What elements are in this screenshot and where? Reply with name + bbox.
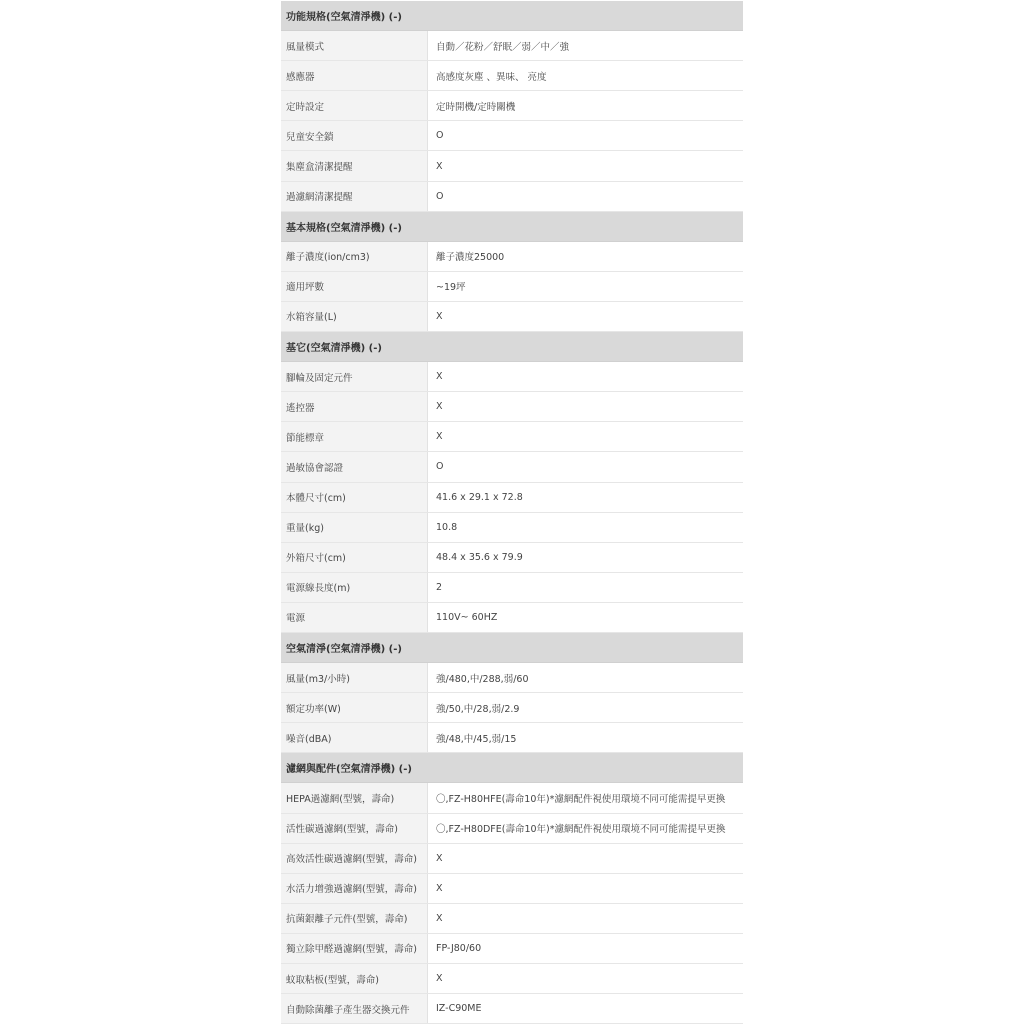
spec-row (281, 844, 743, 874)
spec-label: 抗菌銀離子元件(型號，壽命) (281, 904, 428, 933)
spec-value: X (428, 302, 743, 331)
spec-value: 48.4 x 35.6 x 79.9 (428, 543, 743, 572)
spec-row (281, 242, 743, 272)
spec-row (281, 783, 743, 813)
section-header[interactable] (281, 633, 743, 663)
spec-row (281, 814, 743, 844)
spec-row (281, 483, 743, 513)
spec-value: X (428, 422, 743, 451)
section-title: 濾網與配件(空氣清淨機) (-) (286, 764, 412, 776)
spec-value: 2 (428, 573, 743, 602)
spec-label: 高效活性碳過濾網(型號，壽命) (281, 844, 428, 873)
spec-value: X (428, 904, 743, 933)
spec-label: 外箱尺寸(cm) (281, 543, 428, 572)
spec-label: 水活力增強過濾網(型號，壽命) (281, 874, 428, 903)
spec-label: 風量模式 (281, 31, 428, 60)
spec-label: 活性碳過濾網(型號，壽命) (281, 814, 428, 843)
spec-value: X (428, 362, 743, 391)
spec-value: FP-J80/60 (428, 934, 743, 963)
section-title: 功能規格(空氣清淨機) (-) (286, 12, 402, 24)
spec-value: 41.6 x 29.1 x 72.8 (428, 483, 743, 512)
spec-value: O (428, 452, 743, 481)
spec-table (281, 1, 743, 1024)
spec-label: 適用坪數 (281, 272, 428, 301)
section-header[interactable] (281, 753, 743, 783)
spec-row (281, 513, 743, 543)
spec-row (281, 182, 743, 212)
spec-label: 噪音(dBA) (281, 723, 428, 752)
spec-label: 遙控器 (281, 392, 428, 421)
spec-value: O (428, 182, 743, 211)
section-header[interactable] (281, 1, 743, 31)
spec-label: 過濾網清潔提醒 (281, 182, 428, 211)
spec-label: 集塵盒清潔提醒 (281, 151, 428, 180)
section-title: 空氣清淨(空氣清淨機) (-) (286, 644, 402, 656)
spec-label: 額定功率(W) (281, 693, 428, 722)
spec-value: 〇,FZ-H80HFE(壽命10年)*濾網配件視使用環境不同可能需提早更換 (428, 783, 743, 812)
spec-row (281, 91, 743, 121)
spec-label: 節能標章 (281, 422, 428, 451)
spec-label: 蚊取粘板(型號，壽命) (281, 964, 428, 993)
spec-value: IZ-C90ME (428, 994, 743, 1023)
spec-label: HEPA過濾網(型號，壽命) (281, 783, 428, 812)
section-header[interactable] (281, 332, 743, 362)
spec-row (281, 31, 743, 61)
spec-value: 離子濃度25000 (428, 242, 743, 271)
spec-row (281, 693, 743, 723)
spec-row (281, 422, 743, 452)
spec-value: X (428, 874, 743, 903)
spec-label: 重量(kg) (281, 513, 428, 542)
spec-row (281, 151, 743, 181)
spec-value: 定時開機/定時關機 (428, 91, 743, 120)
spec-row (281, 392, 743, 422)
section-title: 基本規格(空氣清淨機) (-) (286, 222, 402, 234)
spec-row (281, 362, 743, 392)
spec-row (281, 272, 743, 302)
spec-value: X (428, 392, 743, 421)
spec-label: 定時設定 (281, 91, 428, 120)
section-title: 基它(空氣清淨機) (-) (286, 343, 382, 355)
spec-row (281, 452, 743, 482)
spec-label: 過敏協會認證 (281, 452, 428, 481)
spec-value: ~19坪 (428, 272, 743, 301)
spec-row (281, 543, 743, 573)
spec-label: 水箱容量(L) (281, 302, 428, 331)
spec-row (281, 121, 743, 151)
spec-value: X (428, 844, 743, 873)
spec-row (281, 723, 743, 753)
spec-value: X (428, 964, 743, 993)
spec-row (281, 663, 743, 693)
spec-label: 兒童安全鎖 (281, 121, 428, 150)
spec-label: 腳輪及固定元件 (281, 362, 428, 391)
spec-label: 感應器 (281, 61, 428, 90)
spec-label: 電源線長度(m) (281, 573, 428, 602)
spec-row (281, 302, 743, 332)
spec-row (281, 994, 743, 1024)
spec-value: 強/480,中/288,弱/60 (428, 663, 743, 692)
spec-label: 電源 (281, 603, 428, 632)
spec-row (281, 61, 743, 91)
spec-value: X (428, 151, 743, 180)
spec-row (281, 573, 743, 603)
spec-label: 離子濃度(ion/cm3) (281, 242, 428, 271)
spec-row (281, 603, 743, 633)
spec-value: 110V~ 60HZ (428, 603, 743, 632)
spec-label: 本體尺寸(cm) (281, 483, 428, 512)
spec-value: 高感度灰塵 、異味、 亮度 (428, 61, 743, 90)
spec-row (281, 934, 743, 964)
spec-value: 10.8 (428, 513, 743, 542)
spec-row (281, 874, 743, 904)
spec-row (281, 964, 743, 994)
spec-value: 強/48,中/45,弱/15 (428, 723, 743, 752)
spec-value: 自動／花粉／舒眠／弱／中／強 (428, 31, 743, 60)
spec-row (281, 904, 743, 934)
spec-value: 〇,FZ-H80DFE(壽命10年)*濾網配件視使用環境不同可能需提早更換 (428, 814, 743, 843)
spec-label: 自動除菌離子產生器交換元件 (281, 994, 428, 1023)
spec-label: 獨立除甲醛過濾網(型號，壽命) (281, 934, 428, 963)
spec-value: 強/50,中/28,弱/2.9 (428, 693, 743, 722)
spec-value: O (428, 121, 743, 150)
spec-label: 風量(m3/小時) (281, 663, 428, 692)
section-header[interactable] (281, 212, 743, 242)
